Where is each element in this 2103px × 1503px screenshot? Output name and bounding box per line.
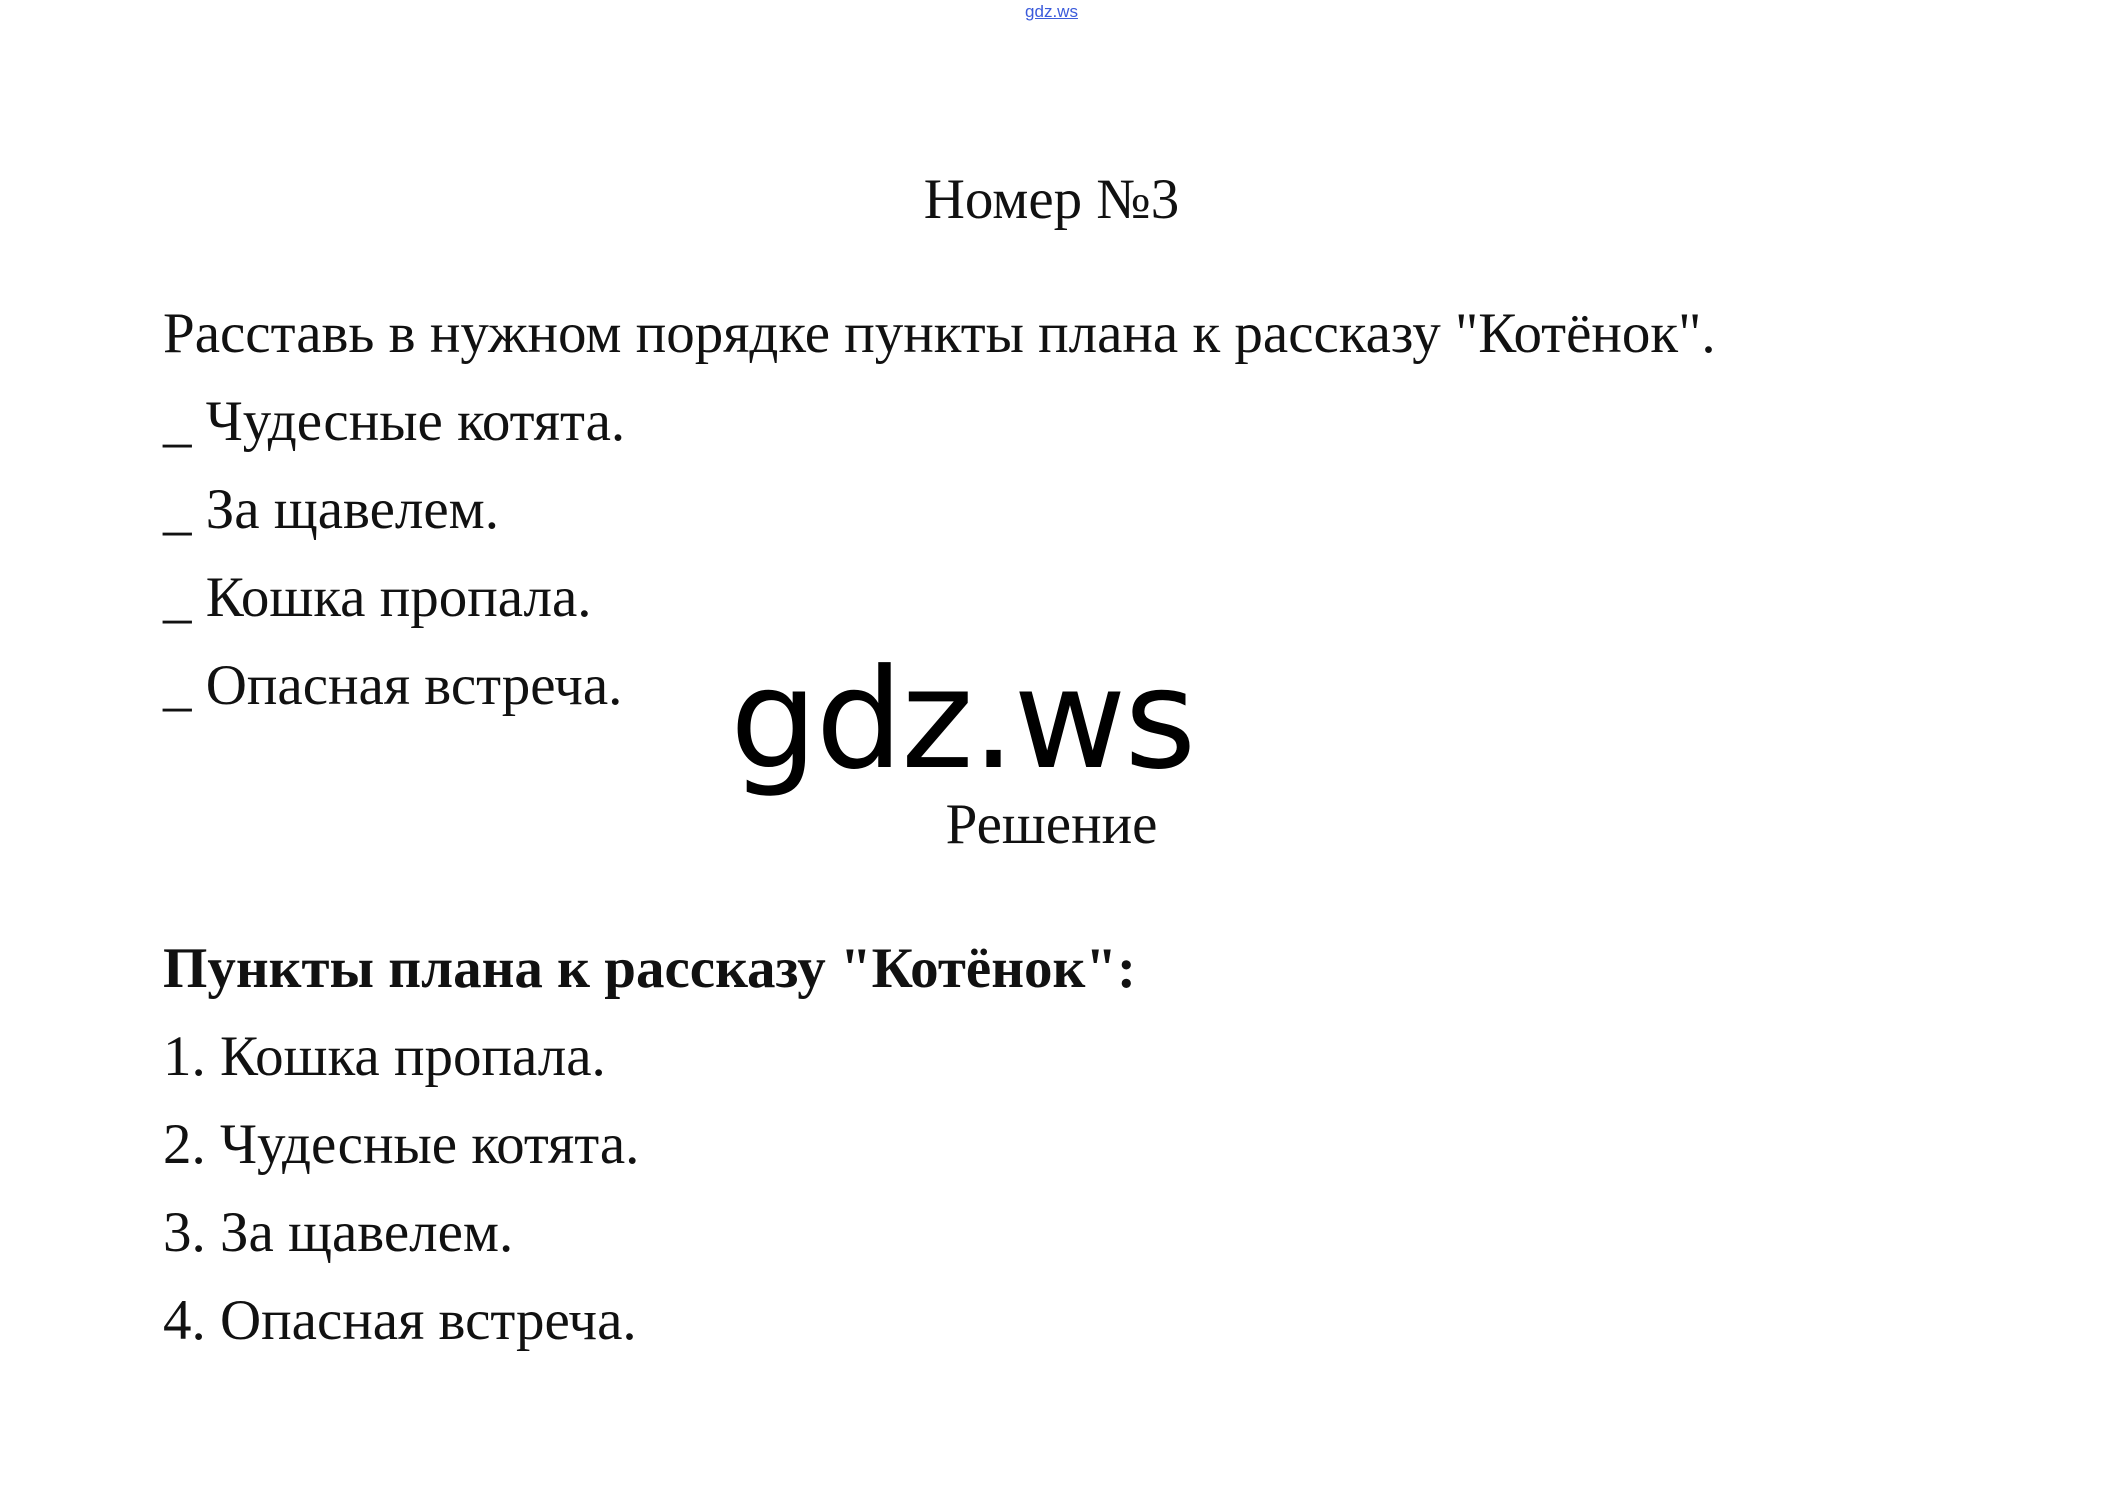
answer-heading: Пункты плана к рассказу "Котёнок": [163, 937, 1137, 1000]
task-item: _ За щавелем. [163, 478, 499, 541]
answer-item: 1. Кошка пропала. [163, 1025, 606, 1088]
task-prompt: Расставь в нужном порядке пункты плана к рассказу "Котёнок". [163, 302, 1716, 365]
task-number-title: Номер №3 [923, 168, 1180, 231]
answer-item: 2. Чудесные котята. [163, 1113, 640, 1176]
watermark-top-link[interactable]: gdz.ws [1025, 2, 1078, 21]
task-item: _ Кошка пропала. [163, 566, 592, 629]
answer-item: 3. За щавелем. [163, 1201, 514, 1264]
task-item: _ Опасная встреча. [163, 654, 623, 717]
task-item: _ Чудесные котята. [163, 390, 626, 453]
answer-item: 4. Опасная встреча. [163, 1289, 637, 1352]
answer-block [163, 925, 2043, 1365]
solution-title: Решение [945, 793, 1158, 856]
watermark-logo: gdz.ws [730, 639, 1195, 800]
